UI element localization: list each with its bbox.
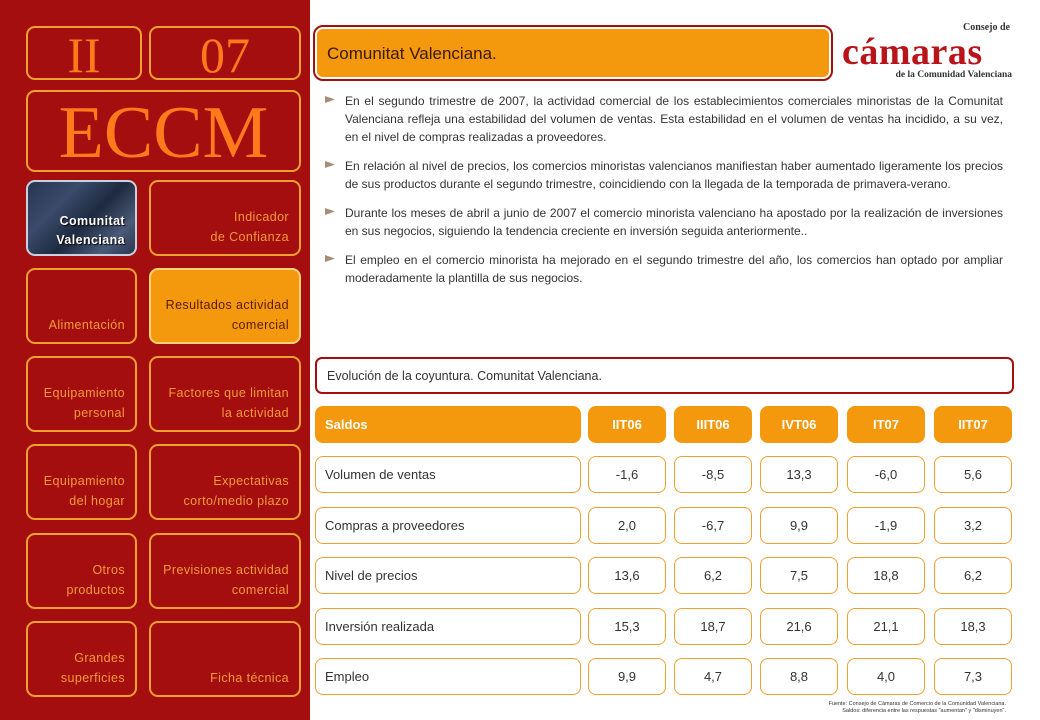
table-cell: 4,7 [674,658,752,695]
arrow-bullet-icon [325,96,335,103]
table-cell: 15,3 [588,608,666,645]
table-cell: 21,6 [760,608,838,645]
table-cell: -6,0 [847,456,925,493]
nav-previsiones[interactable] [149,533,301,609]
table-cell: 5,6 [934,456,1012,493]
acronym-title: ECCM [26,90,301,172]
table-cell: -8,5 [674,456,752,493]
table-cell: 21,1 [847,608,925,645]
table-cell: 2,0 [588,507,666,544]
nav-grandes-superficies[interactable] [26,621,137,697]
nav-label: Grandes superficies [60,651,125,685]
nav-label: Equipamiento del hogar [43,474,125,508]
nav-comunitat-valenciana[interactable] [26,180,137,256]
table-cell: 6,2 [674,557,752,594]
nav-resultados-actividad[interactable] [149,268,301,344]
nav-label: Alimentación [48,317,125,332]
nav-label: Factores que limitan la actividad [168,386,289,420]
year-short: 07 [149,26,301,80]
nav-indicador-confianza[interactable] [149,180,301,256]
table-cell: 18,3 [934,608,1012,645]
nav-expectativas[interactable] [149,444,301,520]
source-line: Fuente: Consejo de Cámaras de Comercio de la Comunidad Valenciana. [828,701,1006,707]
table-cell: -1,6 [588,456,666,493]
nav-label: Previsiones actividad comercial [163,563,289,597]
section-title: Evolución de la coyuntura. Comunitat Valenciana. [315,357,1014,394]
bullet-item [325,204,1003,240]
bullet-item [325,251,1003,287]
bullet-item [325,92,1003,146]
table-cell: 13,6 [588,557,666,594]
table-column-header: IIIT06 [674,406,752,443]
table-column-header: IIT06 [588,406,666,443]
table-column-header: IIT07 [934,406,1012,443]
bullet-text: El empleo en el comercio minorista ha mejorado en el segundo trimestre del año, los comercios han optado por ampliar moderadamente la plantilla de sus negocios. [345,253,1003,285]
table-cell: 9,9 [760,507,838,544]
arrow-bullet-icon [325,255,335,262]
logo-main-text: cámaras [842,31,983,73]
nav-equipamiento-personal[interactable] [26,356,137,432]
table-column-header: IT07 [847,406,925,443]
nav-label: Ficha técnica [210,670,289,685]
table-cell: 7,3 [934,658,1012,695]
table-header-label: Saldos [315,406,581,443]
bullet-text: Durante los meses de abril a junio de 2007 el comercio minorista valenciano ha apostado por la realización de inversiones en sus negocios, siguiendo la tendencia creciente en inversión seguida anteriormente.. [345,206,1003,238]
table-cell: -1,9 [847,507,925,544]
source-note [706,701,1006,715]
arrow-bullet-icon [325,208,335,215]
camaras-logo [842,22,1022,84]
nav-ficha-tecnica[interactable] [149,621,301,697]
nav-label: Comunitat Valenciana [56,214,125,248]
table-cell: 3,2 [934,507,1012,544]
table-cell: 4,0 [847,658,925,695]
bullet-text: En relación al nivel de precios, los comercios minoristas valencianos manifiestan haber aumentado ligeramente los precios de sus productos durante el segundo trimestre, coincidiendo con la llegada de la temporada de primavera-verano. [345,159,1003,191]
nav-equipamiento-hogar[interactable] [26,444,137,520]
table-row-label: Nivel de precios [315,557,581,594]
table-row-label: Inversión realizada [315,608,581,645]
table-cell: 18,8 [847,557,925,594]
sidebar [0,0,310,720]
table-cell: 18,7 [674,608,752,645]
nav-factores-limitan[interactable] [149,356,301,432]
table-cell: 8,8 [760,658,838,695]
table-cell: 6,2 [934,557,1012,594]
nav-label: Otros productos [66,563,125,597]
nav-otros-productos[interactable] [26,533,137,609]
summary-bullets [325,92,1003,298]
table-row-label: Volumen de ventas [315,456,581,493]
bullet-item [325,157,1003,193]
source-line: Saldos: diferencia entre las respuestas "aumentan" y "disminuyen". [842,708,1006,714]
nav-label: Resultados actividad comercial [165,298,289,332]
table-cell: 13,3 [760,456,838,493]
table-cell: 7,5 [760,557,838,594]
logo-top-text: Consejo de [963,22,1010,33]
table-cell: -6,7 [674,507,752,544]
arrow-bullet-icon [325,161,335,168]
nav-label: Equipamiento personal [43,386,125,420]
table-row-label: Empleo [315,658,581,695]
nav-label: Expectativas corto/medio plazo [183,474,289,508]
page-title: Comunitat Valenciana. [315,27,831,79]
bullet-text: En el segundo trimestre de 2007, la actividad comercial de los establecimientos comerciales minoristas de la Comunitat Valenciana refleja una estabilidad del volumen de ventas. Esta estabilidad en el volumen de ventas ha incidido, a su vez, en el nivel de compras realizadas a proveedores. [345,94,1003,144]
table-column-header: IVT06 [760,406,838,443]
logo-sub-text: de la Comunidad Valenciana [895,70,1012,80]
quarter-roman: II [26,26,142,80]
nav-alimentacion[interactable] [26,268,137,344]
table-cell: 9,9 [588,658,666,695]
table-row-label: Compras a proveedores [315,507,581,544]
nav-label: Indicador de Confianza [210,210,289,244]
